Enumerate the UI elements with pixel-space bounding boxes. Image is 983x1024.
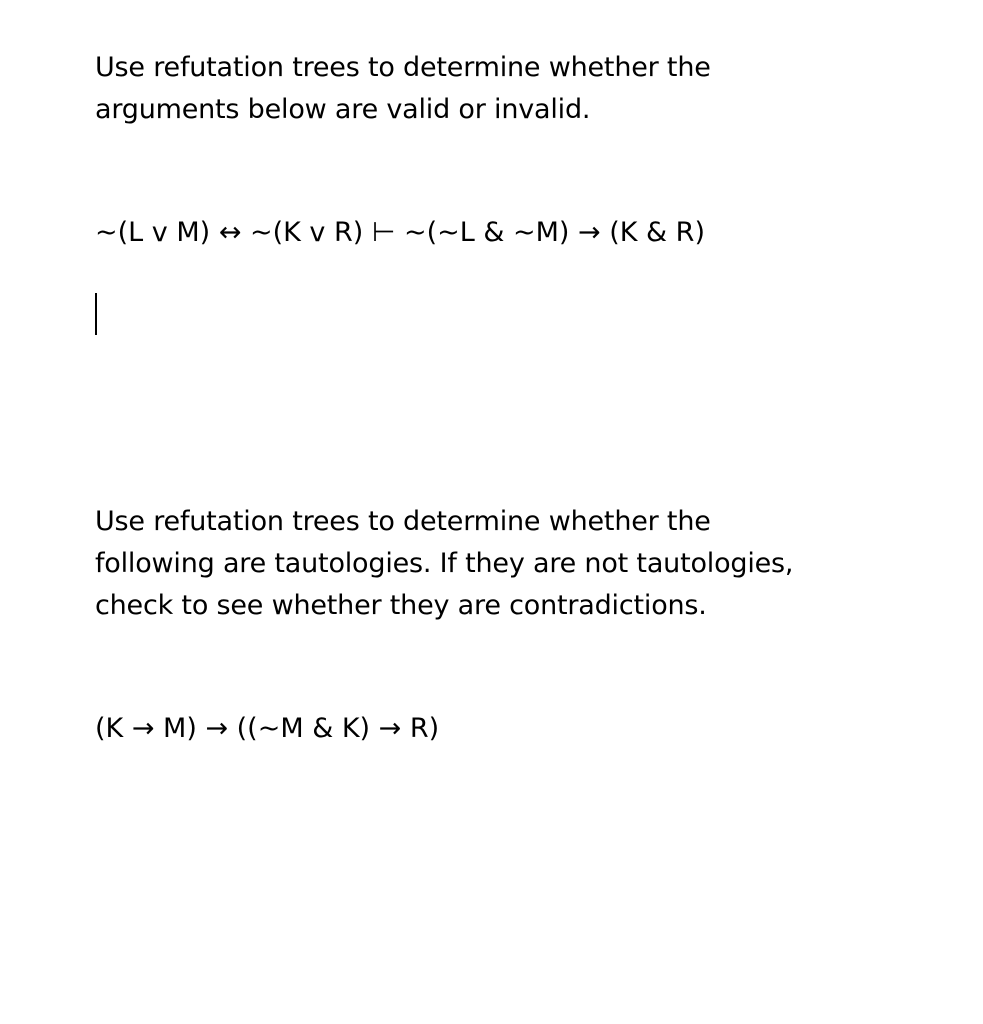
- instruction-line: Use refutation trees to determine whether the: [95, 52, 711, 83]
- instruction-valid-invalid: [95, 47, 711, 131]
- instruction-tautologies: [95, 501, 793, 627]
- tautology-formula: (K → M) → ((~M & K) → R): [95, 713, 440, 744]
- instruction-line: arguments below are valid or invalid.: [95, 94, 591, 125]
- instruction-line: Use refutation trees to determine whether the: [95, 506, 711, 537]
- text-cursor: [95, 293, 97, 335]
- argument-formula: ~(L v M) ↔ ~(K v R) ⊢ ~(~L & ~M) → (K & R): [95, 217, 705, 248]
- instruction-line: following are tautologies. If they are not tautologies,: [95, 548, 794, 579]
- instruction-line: check to see whether they are contradictions.: [95, 590, 707, 621]
